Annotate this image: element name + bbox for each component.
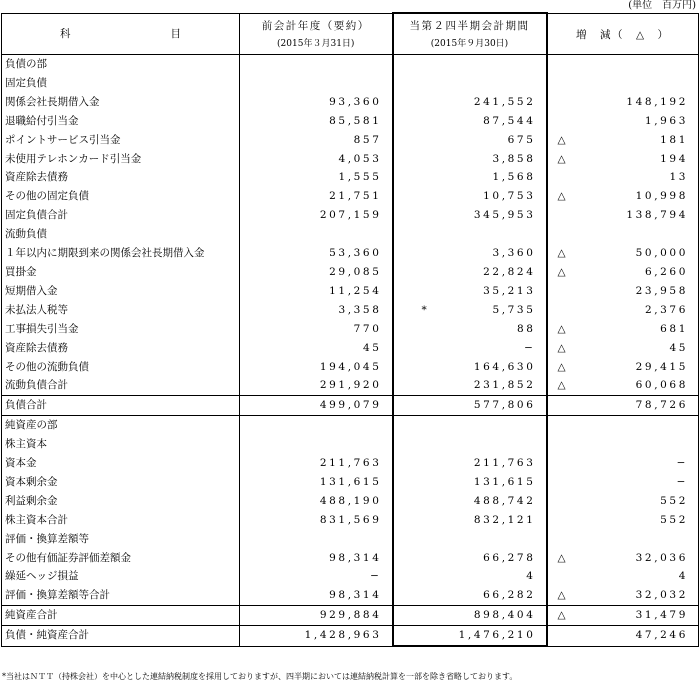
change-value [547, 435, 699, 454]
prior-value: 857 [240, 131, 393, 150]
change-amount: 60,068 [635, 379, 688, 392]
change-value [547, 339, 699, 358]
change-amount: 138,794 [626, 209, 688, 222]
prior-value: 1,555 [240, 168, 393, 187]
change-value [547, 358, 699, 377]
prior-value: 98,314 [240, 549, 393, 568]
change-amount: 4 [678, 570, 688, 583]
table-row [2, 244, 699, 263]
decrease-triangle-mark: △ [557, 609, 566, 622]
change-value [547, 376, 699, 395]
table-row [2, 320, 699, 339]
prior-value [240, 225, 393, 244]
prior-value [240, 530, 393, 549]
row-label: 純資産合計 [2, 606, 240, 626]
change-value [547, 263, 699, 282]
prior-value: 770 [240, 320, 393, 339]
row-label: その他の流動負債 [2, 358, 240, 377]
current-value [393, 225, 547, 244]
header-current-quarter: 当第２四半期会計期間 (2015年９月30日) [393, 13, 547, 55]
row-label: 未使用テレホンカード引当金 [2, 150, 240, 169]
table-row [2, 131, 699, 150]
table-row [2, 206, 699, 225]
change-value [547, 396, 699, 416]
table-row [2, 567, 699, 586]
change-amount: 552 [660, 513, 688, 526]
change-amount: 32,036 [635, 551, 688, 564]
table-row [2, 626, 699, 646]
change-value [547, 626, 699, 646]
prior-value: 1,428,963 [240, 626, 393, 646]
current-amount: 5,735 [492, 303, 536, 316]
change-value [547, 206, 699, 225]
change-amount: 78,726 [635, 399, 688, 412]
table-header-row [2, 13, 699, 55]
current-value: 10,753 [393, 187, 547, 206]
current-value: 231,852 [393, 376, 547, 395]
current-value: 577,806 [393, 396, 547, 416]
prior-value: 53,360 [240, 244, 393, 263]
current-value: 832,121 [393, 511, 547, 530]
decrease-triangle-mark: △ [557, 322, 566, 335]
decrease-triangle-mark: △ [557, 190, 566, 203]
change-value [547, 187, 699, 206]
current-value [393, 416, 547, 435]
row-label: 関係会社長期借入金 [2, 93, 240, 112]
prior-value: 131,615 [240, 473, 393, 492]
prior-value: 3,358 [240, 301, 393, 320]
row-label: 短期借入金 [2, 282, 240, 301]
change-amount: 47,246 [635, 629, 688, 642]
current-value: 88 [393, 320, 547, 339]
row-label: 未払法人税等 [2, 301, 240, 320]
current-value: 164,630 [393, 358, 547, 377]
section-row [2, 435, 699, 454]
current-value [393, 301, 547, 320]
table-row [2, 168, 699, 187]
change-amount: 681 [660, 322, 688, 335]
change-amount: 13 [669, 171, 688, 184]
row-label: 資本金 [2, 454, 240, 473]
prior-value: 21,751 [240, 187, 393, 206]
prior-value: 45 [240, 339, 393, 358]
change-amount: 45 [669, 341, 688, 354]
decrease-triangle-mark: △ [557, 341, 566, 354]
current-value [393, 530, 547, 549]
current-value [393, 435, 547, 454]
table-row [2, 358, 699, 377]
header-subject: 科 目 [2, 13, 240, 55]
section-row [2, 225, 699, 244]
current-value: 898,404 [393, 606, 547, 626]
change-amount: 23,958 [635, 284, 688, 297]
current-value: 675 [393, 131, 547, 150]
row-label: 負債合計 [2, 396, 240, 416]
change-value [547, 150, 699, 169]
prior-value: 11,254 [240, 282, 393, 301]
prior-value: 29,085 [240, 263, 393, 282]
table-row [2, 301, 699, 320]
decrease-triangle-mark: △ [557, 589, 566, 602]
row-label: 流動負債合計 [2, 376, 240, 395]
change-value [547, 55, 699, 74]
change-value [547, 454, 699, 473]
change-value [547, 473, 699, 492]
row-label: その他の固定負債 [2, 187, 240, 206]
change-amount: 6,260 [644, 265, 688, 278]
change-value [547, 225, 699, 244]
prior-value: 93,360 [240, 93, 393, 112]
change-amount: − [676, 475, 688, 488]
change-value [547, 93, 699, 112]
row-label: 退職給付引当金 [2, 112, 240, 131]
footnote: *当社はＮＴＴ（持株会社）を中心とした連結納税制度を採用しておりますが、四半期においては連結納税計算を一部を除き省略しております。 [2, 672, 518, 681]
change-amount: 194 [660, 152, 688, 165]
table-row [2, 454, 699, 473]
row-label: １年以内に期限到来の関係会社長期借入金 [2, 244, 240, 263]
change-amount: 552 [660, 494, 688, 507]
row-label: 資産除去債務 [2, 168, 240, 187]
change-value [547, 492, 699, 511]
current-value: 241,552 [393, 93, 547, 112]
row-label: 純資産の部 [2, 416, 240, 435]
prior-value: 929,884 [240, 606, 393, 626]
table-row [2, 396, 699, 416]
prior-value [240, 55, 393, 74]
prior-value: 291,920 [240, 376, 393, 395]
row-label: 負債・純資産合計 [2, 626, 240, 646]
decrease-triangle-mark: △ [557, 133, 566, 146]
change-value [547, 282, 699, 301]
section-row [2, 416, 699, 435]
row-label: その他有価証券評価差額金 [2, 549, 240, 568]
current-value: 4 [393, 567, 547, 586]
current-value: 131,615 [393, 473, 547, 492]
change-value [547, 112, 699, 131]
current-value: 3,858 [393, 150, 547, 169]
prior-value: − [240, 567, 393, 586]
current-value: 488,742 [393, 492, 547, 511]
prior-value: 207,159 [240, 206, 393, 225]
table-row [2, 112, 699, 131]
current-value: − [393, 339, 547, 358]
section-row [2, 55, 699, 74]
asterisk-mark: * [421, 303, 427, 316]
change-value [547, 511, 699, 530]
change-value [547, 586, 699, 605]
table-row [2, 263, 699, 282]
change-value [547, 549, 699, 568]
change-amount: 10,998 [635, 190, 688, 203]
row-label: 負債の部 [2, 55, 240, 74]
decrease-triangle-mark: △ [557, 360, 566, 373]
prior-value: 499,079 [240, 396, 393, 416]
table-row [2, 376, 699, 395]
current-value: 211,763 [393, 454, 547, 473]
prior-value [240, 74, 393, 93]
table-row [2, 511, 699, 530]
decrease-triangle-mark: △ [557, 265, 566, 278]
change-value [547, 74, 699, 93]
row-label: 評価・換算差額等合計 [2, 586, 240, 605]
row-label: 流動負債 [2, 225, 240, 244]
change-value [547, 606, 699, 626]
table-row [2, 339, 699, 358]
change-value [547, 567, 699, 586]
current-value [393, 55, 547, 74]
row-label: ポイントサービス引当金 [2, 131, 240, 150]
current-value: 1,476,210 [393, 626, 547, 646]
change-amount: 1,963 [644, 114, 688, 127]
change-value [547, 244, 699, 263]
change-value [547, 320, 699, 339]
decrease-triangle-mark: △ [557, 152, 566, 165]
change-value [547, 416, 699, 435]
current-value: 345,953 [393, 206, 547, 225]
current-value: 66,278 [393, 549, 547, 568]
current-value: 87,544 [393, 112, 547, 131]
prior-value: 98,314 [240, 586, 393, 605]
table-row [2, 282, 699, 301]
prior-value [240, 416, 393, 435]
change-amount: − [676, 457, 688, 470]
table-row [2, 492, 699, 511]
prior-value: 488,190 [240, 492, 393, 511]
change-amount: 181 [660, 133, 688, 146]
table-row [2, 473, 699, 492]
row-label: 資本剰余金 [2, 473, 240, 492]
prior-value: 211,763 [240, 454, 393, 473]
row-label: 工事損失引当金 [2, 320, 240, 339]
section-row [2, 74, 699, 93]
row-label: 株主資本 [2, 435, 240, 454]
balance-sheet-table [1, 12, 699, 647]
change-value [547, 530, 699, 549]
change-amount: 2,376 [644, 303, 688, 316]
change-amount: 50,000 [635, 247, 688, 260]
prior-value: 194,045 [240, 358, 393, 377]
current-value: 35,213 [393, 282, 547, 301]
prior-value: 831,569 [240, 511, 393, 530]
current-value: 66,282 [393, 586, 547, 605]
change-value [547, 301, 699, 320]
table-row [2, 150, 699, 169]
row-label: 固定負債 [2, 74, 240, 93]
prior-value [240, 435, 393, 454]
current-value: 22,824 [393, 263, 547, 282]
table-row [2, 187, 699, 206]
row-label: 買掛金 [2, 263, 240, 282]
row-label: 株主資本合計 [2, 511, 240, 530]
change-amount: 29,415 [635, 360, 688, 373]
header-prior-year: 前会計年度（要約） (2015年３月31日) [240, 13, 393, 55]
prior-value: 85,581 [240, 112, 393, 131]
current-value: 3,360 [393, 244, 547, 263]
change-amount: 148,192 [626, 95, 688, 108]
change-value [547, 168, 699, 187]
change-amount: 32,032 [635, 589, 688, 602]
header-change: 増 減（ △ ） [547, 13, 699, 55]
prior-value: 4,053 [240, 150, 393, 169]
change-value [547, 131, 699, 150]
decrease-triangle-mark: △ [557, 379, 566, 392]
row-label: 資産除去債務 [2, 339, 240, 358]
current-value: 1,568 [393, 168, 547, 187]
section-row [2, 530, 699, 549]
row-label: 利益剰余金 [2, 492, 240, 511]
row-label: 評価・換算差額等 [2, 530, 240, 549]
table-row [2, 93, 699, 112]
decrease-triangle-mark: △ [557, 551, 566, 564]
row-label: 固定負債合計 [2, 206, 240, 225]
current-value [393, 74, 547, 93]
row-label: 繰延ヘッジ損益 [2, 567, 240, 586]
table-row [2, 586, 699, 605]
change-amount: 31,479 [635, 609, 688, 622]
table-row [2, 606, 699, 626]
table-row [2, 549, 699, 568]
decrease-triangle-mark: △ [557, 247, 566, 260]
unit-label: (単位 百万円) [628, 0, 696, 11]
